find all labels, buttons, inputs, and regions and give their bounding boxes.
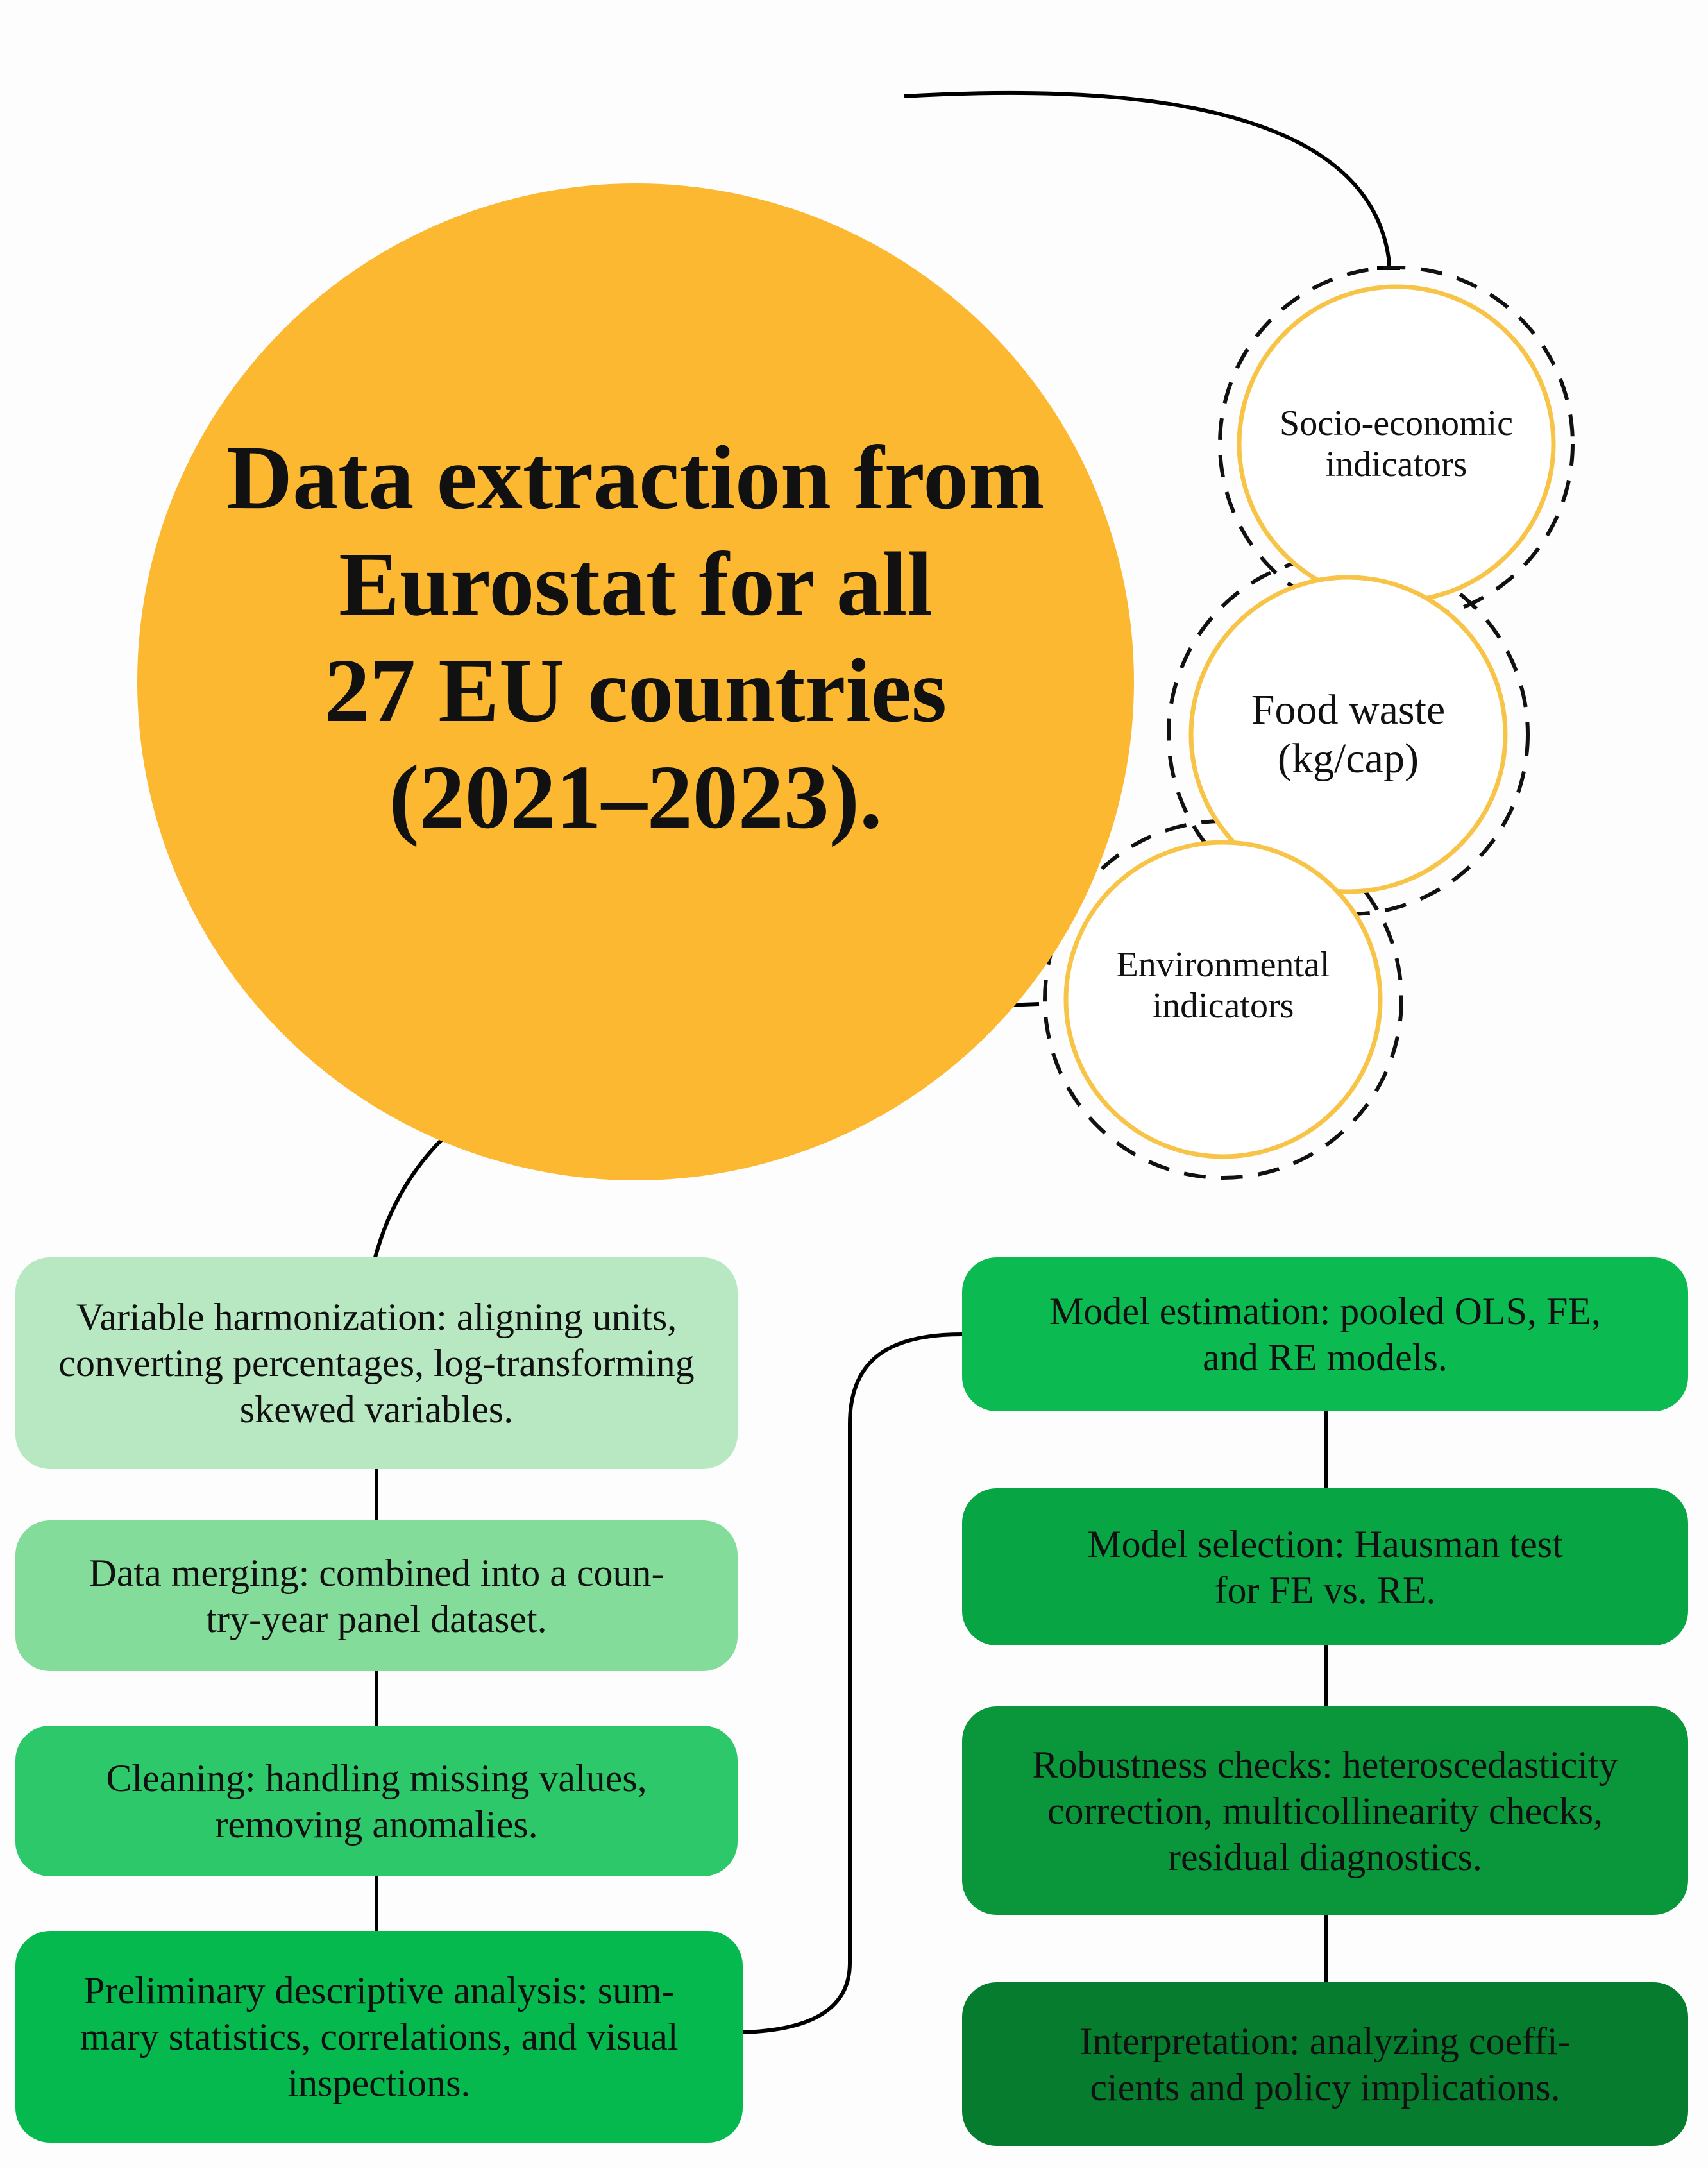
step-line: converting percentages, log-transforming <box>58 1342 695 1384</box>
step-model-selection <box>962 1488 1688 1645</box>
step-line: Model estimation: pooled OLS, FE, <box>1049 1290 1601 1332</box>
step-line: Cleaning: handling missing values, <box>106 1756 647 1799</box>
step-line: Data merging: combined into a coun- <box>89 1551 664 1594</box>
step-line: Variable harmonization: aligning units, <box>76 1296 677 1338</box>
step-line: Robustness checks: heteroscedasticity <box>1032 1743 1618 1786</box>
title-line: Data extraction from <box>226 427 1045 528</box>
step-line: correction, multicollinearity checks, <box>1047 1789 1603 1832</box>
step-line: removing anomalies. <box>215 1803 538 1846</box>
step-line: skewed variables. <box>239 1388 514 1431</box>
title-line: (2021–2023). <box>389 746 883 847</box>
data-extraction-circle <box>137 183 1134 1180</box>
step-model-estimation <box>962 1257 1688 1411</box>
connector-left-to-right <box>743 1334 962 2032</box>
step-line: Preliminary descriptive analysis: sum- <box>83 1969 675 2012</box>
step-line: inspections. <box>287 2062 471 2104</box>
indicator-label-line: indicators <box>1325 445 1467 484</box>
step-interpretation <box>962 1982 1688 2146</box>
step-line: Model selection: Hausman test <box>1087 1522 1563 1565</box>
step-line: residual diagnostics. <box>1168 1835 1482 1878</box>
environmental-indicators-label <box>1079 901 1367 1070</box>
step-line: Interpretation: analyzing coeffi- <box>1079 2019 1571 2062</box>
step-variable-harmonization <box>15 1257 738 1469</box>
socio-economic-indicators-label <box>1252 359 1541 529</box>
indicator-label-line: Socio-economic <box>1280 403 1513 443</box>
indicator-label-line: Food waste <box>1251 686 1446 734</box>
step-line: cients and policy implications. <box>1090 2066 1560 2109</box>
title-line: Eurostat for all <box>339 533 933 634</box>
indicator-label-line: indicators <box>1152 986 1294 1026</box>
indicator-label-line: (kg/cap) <box>1278 735 1419 782</box>
step-line: for FE vs. RE. <box>1214 1568 1436 1611</box>
data-extraction-title <box>187 424 1085 850</box>
connector-main-to-indicators <box>904 93 1389 268</box>
step-line: mary statistics, correlations, and visual <box>80 2016 679 2058</box>
indicator-label-line: Environmental <box>1116 944 1330 985</box>
step-data-merging <box>15 1520 738 1671</box>
step-preliminary-descriptive-analysis <box>15 1931 743 2143</box>
food-waste-label <box>1204 650 1492 819</box>
step-cleaning <box>15 1726 738 1876</box>
step-line: and RE models. <box>1203 1336 1448 1379</box>
step-line: try-year panel dataset. <box>206 1597 547 1640</box>
step-robustness-checks <box>962 1706 1688 1915</box>
title-line: 27 EU countries <box>324 640 947 741</box>
